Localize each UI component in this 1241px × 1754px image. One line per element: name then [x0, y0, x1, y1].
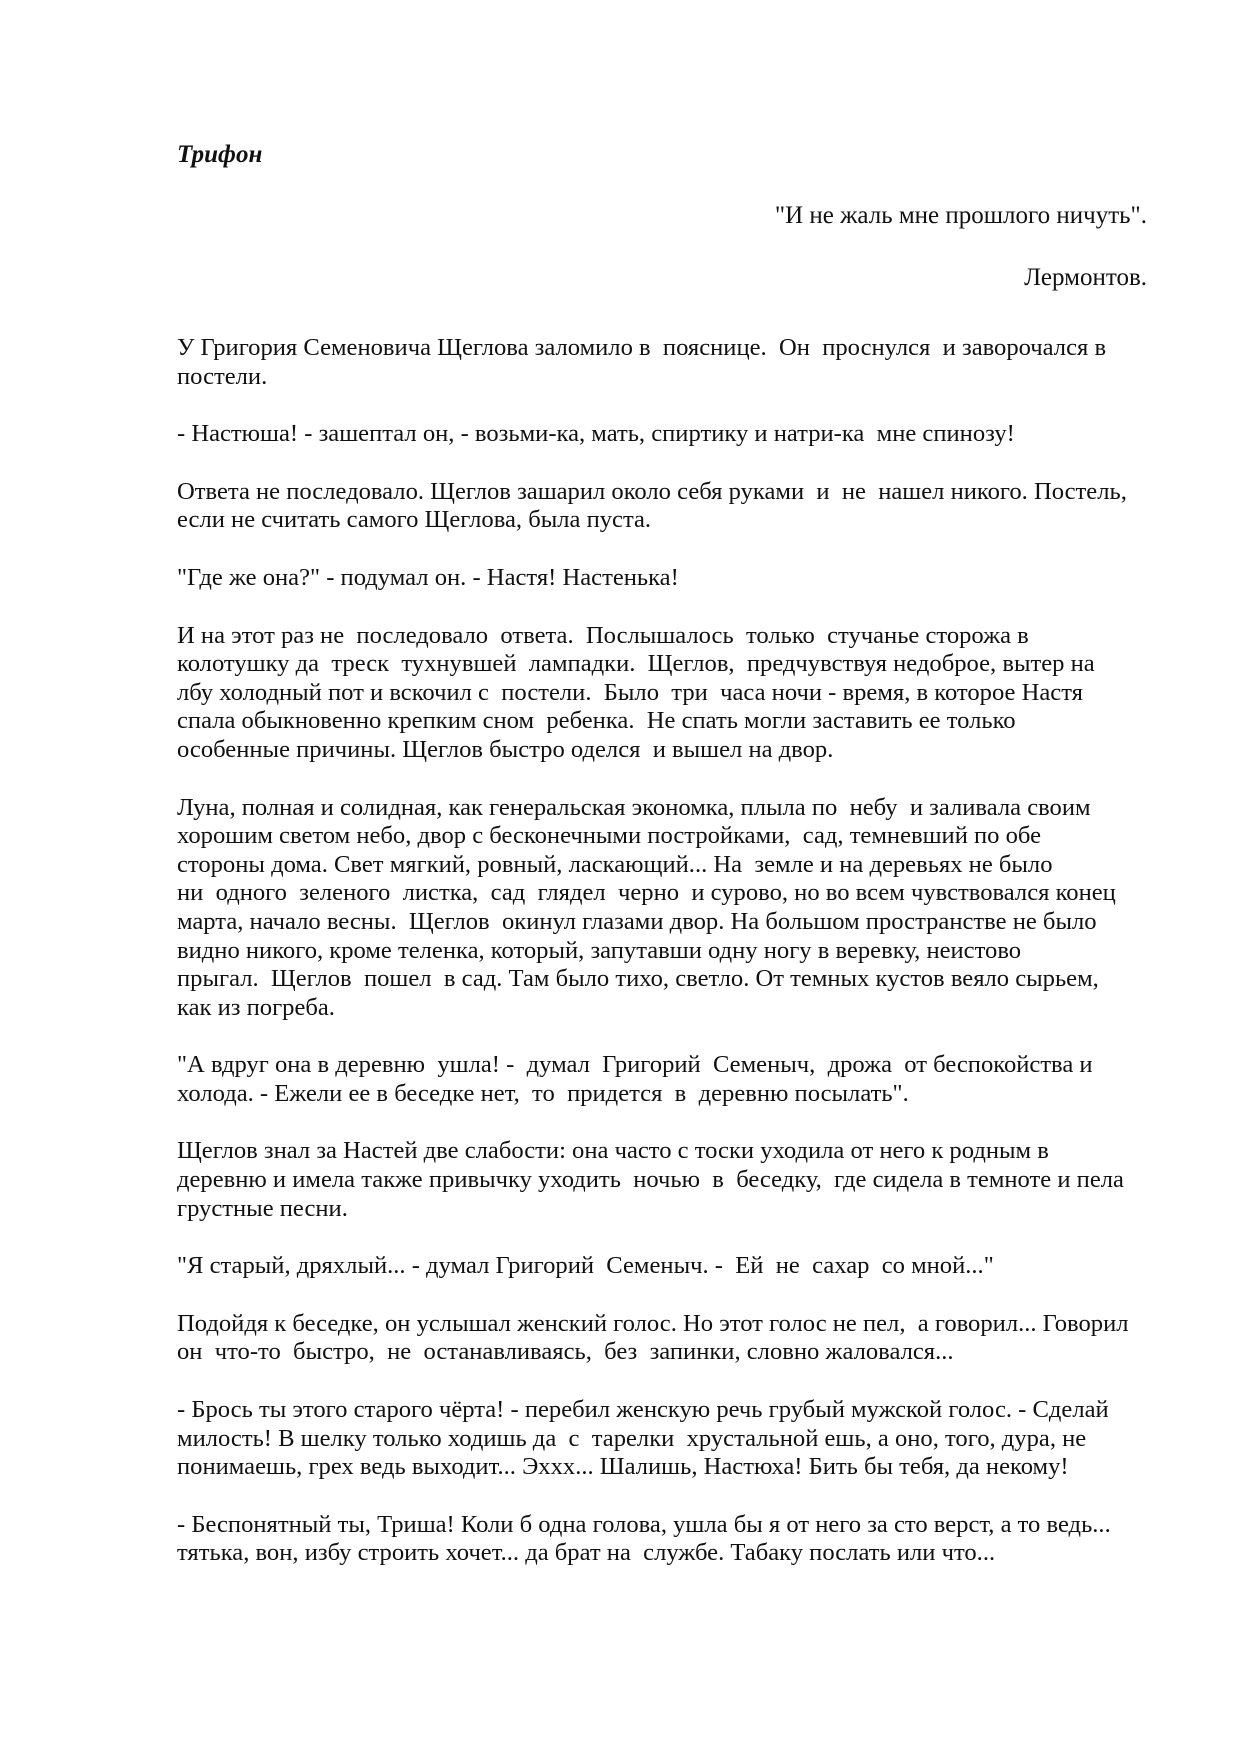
- paragraph: [177, 794, 1147, 1023]
- paragraph: [177, 564, 1147, 593]
- text-line: - Брось ты этого старого чёрта! - перебил женскую речь грубый мужской голос. - Сделай: [177, 1396, 1109, 1424]
- text-line: марта, начало весны. Щеглов окинул глазами двор. На большом пространстве не было: [177, 907, 1097, 935]
- text-line: - Настюша! - зашептал он, - возьми-ка, мать, спиртику и натри-ка мне спинозу!: [177, 420, 1015, 448]
- text-line: - Беспонятный ты, Триша! Коли б одна голова, ушла бы я от него за сто верст, а то ведь...: [177, 1510, 1111, 1538]
- text-line: видно никого, кроме теленка, который, запутавши одну ногу в веревку, неистово: [177, 936, 1022, 964]
- text-line: колотушку да треск тухнувшей лампадки. Щеглов, предчувствуя недоброе, вытер на: [177, 650, 1095, 678]
- text-line: как из погреба.: [177, 993, 335, 1021]
- text-line: если не считать самого Щеглова, была пуста.: [177, 506, 652, 534]
- paragraph: [177, 1252, 1147, 1281]
- story-body: [177, 334, 1147, 1568]
- text-line: спала обыкновенно крепким сном ребенка. Не спать могли заставить ее только: [177, 707, 1016, 735]
- paragraph: [177, 420, 1147, 449]
- text-line: понимаешь, грех ведь выходит... Эххх... Шалишь, Настюха! Бить бы тебя, да некому!: [177, 1453, 1069, 1481]
- text-line: тятька, вон, избу строить хочет... да брат на службе. Табаку послать или что...: [177, 1539, 996, 1567]
- text-line: ни одного зеленого листка, сад глядел черно и сурово, но во всем чувствовался конец: [177, 879, 1116, 907]
- text-line: И на этот раз не последовало ответа. Послышалось только стучанье сторожа в: [177, 621, 1029, 649]
- text-line: милость! В шелку только ходишь да с тарелки хрустальной ешь, а оно, того, дура, не: [177, 1424, 1087, 1452]
- text-line: "А вдруг она в деревню ушла! - думал Григорий Семеныч, дрожа от беспокойства и: [177, 1051, 1093, 1079]
- paragraph: [177, 478, 1147, 535]
- text-line: особенные причины. Щеглов быстро оделся и вышел на двор.: [177, 735, 834, 763]
- text-line: У Григория Семеновича Щеглова заломило в пояснице. Он проснулся и заворочался в: [177, 334, 1107, 361]
- text-line: прыгал. Щеглов пошел в сад. Там было тихо, светло. От темных кустов веяло сырьем,: [177, 965, 1099, 993]
- document-page: [177, 135, 1147, 1568]
- text-line: Луна, полная и солидная, как генеральская экономка, плыла по небу и заливала своим: [177, 793, 1091, 821]
- text-line: "Где же она?" - подумал он. - Настя! Настенька!: [177, 563, 679, 591]
- paragraph: [177, 622, 1147, 765]
- text-line: постели.: [177, 362, 268, 390]
- text-line: стороны дома. Свет мягкий, ровный, ласкающий... На земле и на деревьях не было: [177, 850, 1053, 878]
- text-line: лбу холодный пот и вскочил с постели. Было три часа ночи - время, в которое Настя: [177, 678, 1083, 706]
- paragraph: [177, 334, 1147, 391]
- text-line: Ответа не последовало. Щеглов зашарил около себя руками и не нашел никого. Постель,: [177, 477, 1127, 505]
- story-title: Трифон: [177, 141, 263, 168]
- paragraph: [177, 1511, 1147, 1568]
- epigraph-author: Лермонтов.: [1024, 264, 1147, 291]
- text-line: холода. - Ежели ее в беседке нет, то придется в деревню посылать".: [177, 1079, 909, 1107]
- paragraph: [177, 1137, 1147, 1223]
- text-line: он что-то быстро, не останавливаясь, без запинки, словно жаловался...: [177, 1338, 954, 1366]
- text-line: хорошим светом небо, двор с бесконечными постройками, сад, темневший по обе: [177, 822, 1042, 850]
- text-line: грустные песни.: [177, 1194, 348, 1222]
- text-line: Подойдя к беседке, он услышал женский голос. Но этот голос не пел, а говорил... Говорил: [177, 1309, 1129, 1337]
- paragraph: [177, 1310, 1147, 1367]
- text-line: "Я старый, дряхлый... - думал Григорий Семеныч. - Ей не сахар со мной...": [177, 1252, 994, 1280]
- paragraph: [177, 1396, 1147, 1482]
- text-line: Щеглов знал за Настей две слабости: она часто с тоски уходила от него к родным в: [177, 1137, 1049, 1165]
- epigraph-quote: "И не жаль мне прошлого ничуть".: [774, 202, 1147, 229]
- text-line: деревню и имела также привычку уходить ночью в беседку, где сидела в темноте и пела: [177, 1166, 1124, 1194]
- paragraph: [177, 1051, 1147, 1108]
